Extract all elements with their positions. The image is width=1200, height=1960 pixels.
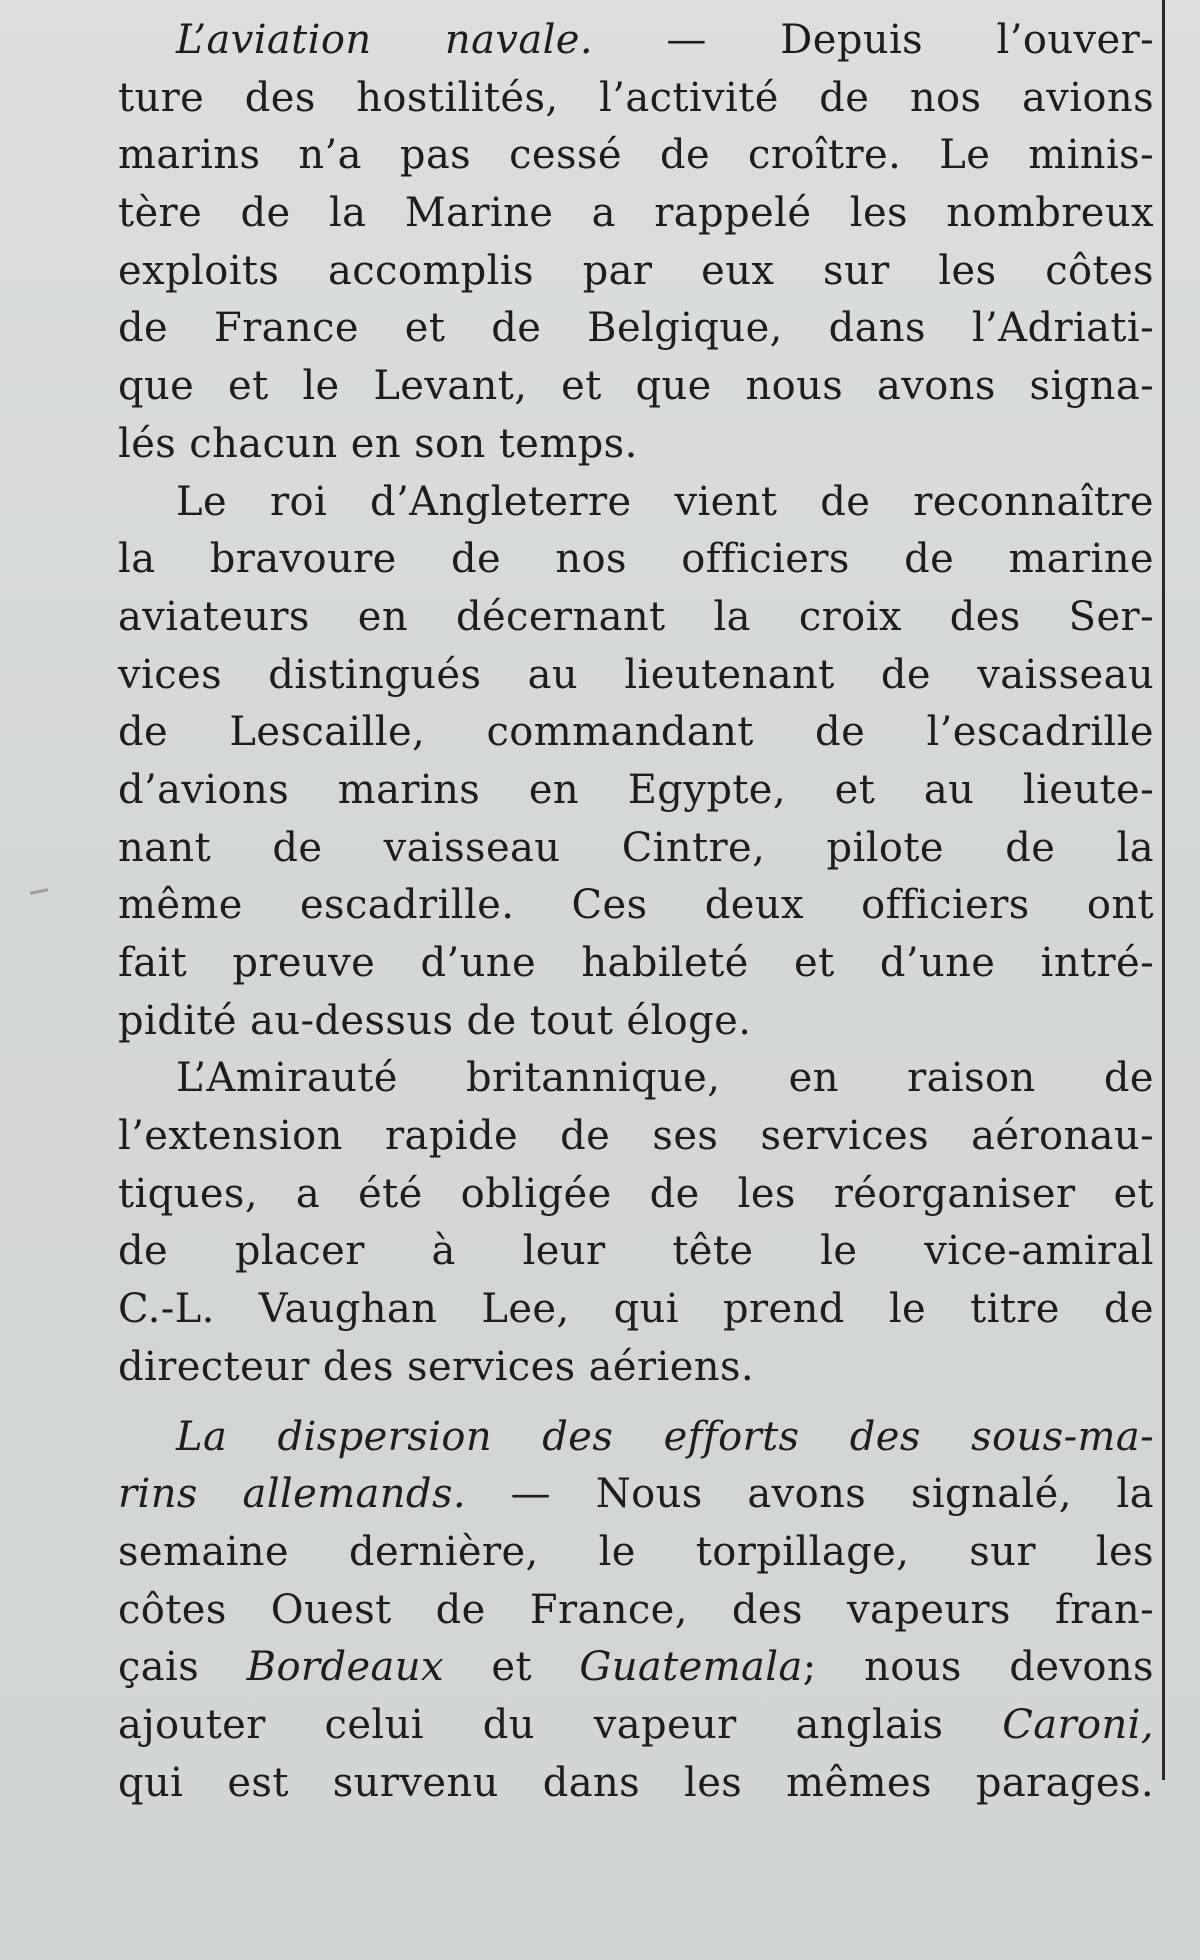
text-line: côtes Ouest de France, des vapeurs fran- (118, 1586, 1154, 1633)
text-line: semaine dernière, le torpillage, sur les (118, 1528, 1154, 1575)
text-span: Nous avons signalé, la (595, 1471, 1154, 1518)
text-line: qui est survenu dans les mêmes parages. (118, 1759, 1154, 1806)
section-heading-line (118, 1466, 1154, 1524)
text-line: vices distingués au lieutenant de vaisseau (118, 651, 1154, 698)
text-line: de Lescaille, commandant de l’escadrille (118, 709, 1154, 756)
text-span: ; nous devons (802, 1644, 1154, 1691)
ship-name: Guatemala (579, 1644, 803, 1691)
text-line: de France et de Belgique, dans l’Adriati- (118, 305, 1154, 352)
em-dash: — (510, 1471, 552, 1518)
text-span: çais (118, 1644, 200, 1691)
text-line-with-ships (118, 1639, 1154, 1697)
text-line-with-ship (118, 1697, 1154, 1755)
text-line: pidité au-dessus de tout éloge. (118, 997, 752, 1044)
text-line: tère de la Marine a rappelé les nombreux (118, 190, 1154, 237)
text-line: directeur des services aériens. (118, 1343, 754, 1390)
ship-name: Bordeaux (246, 1644, 444, 1691)
section-title: L’aviation navale. (176, 17, 593, 63)
em-dash: — (666, 17, 707, 63)
text-line: Depuis l’ouver- (780, 17, 1155, 63)
ship-name: Caroni, (1002, 1701, 1154, 1748)
section-heading-line (118, 1409, 1154, 1467)
text-line: d’avions marins en Egypte, et au lieute- (118, 766, 1154, 813)
section-gap (118, 1397, 1154, 1409)
text-line: Le roi d’Angleterre vient de reconnaître (176, 478, 1154, 525)
text-span: et (491, 1644, 532, 1691)
text-line: L’Amirauté britannique, en raison de (176, 1055, 1154, 1102)
text-line: fait preuve d’une habileté et d’une intré- (118, 940, 1154, 986)
text-line: exploits accomplis par eux sur les côtes (118, 247, 1154, 294)
text-line: tiques, a été obligée de les réorganiser et (118, 1170, 1154, 1217)
text-line: de placer à leur tête le vice-amiral (118, 1228, 1154, 1275)
section-title: La dispersion des efforts des sous-ma- (176, 1413, 1154, 1460)
text-line: aviateurs en décernant la croix des Ser- (118, 593, 1154, 640)
text-column (118, 12, 1154, 1812)
text-line: même escadrille. Ces deux officiers ont (118, 882, 1154, 929)
text-line: C.-L. Vaughan Lee, qui prend le titre de (118, 1286, 1154, 1333)
section-title: rins allemands. (118, 1471, 466, 1518)
text-line: que et le Levant, et que nous avons signa- (118, 363, 1154, 410)
margin-mark (30, 888, 48, 895)
text-line: marins n’a pas cessé de croître. Le minis- (118, 132, 1154, 179)
column-rule (1162, 0, 1165, 1780)
text-line: l’extension rapide de ses services aéronau- (118, 1113, 1154, 1160)
section-heading-line (118, 12, 1154, 70)
text-line: lés chacun en son temps. (118, 420, 638, 467)
text-span: ajouter celui du vapeur anglais (118, 1701, 944, 1748)
text-line: ture des hostilités, l’activité de nos avions (118, 74, 1154, 121)
text-line: nant de vaisseau Cintre, pilote de la (118, 824, 1154, 871)
text-line: la bravoure de nos officiers de marine (118, 536, 1154, 583)
